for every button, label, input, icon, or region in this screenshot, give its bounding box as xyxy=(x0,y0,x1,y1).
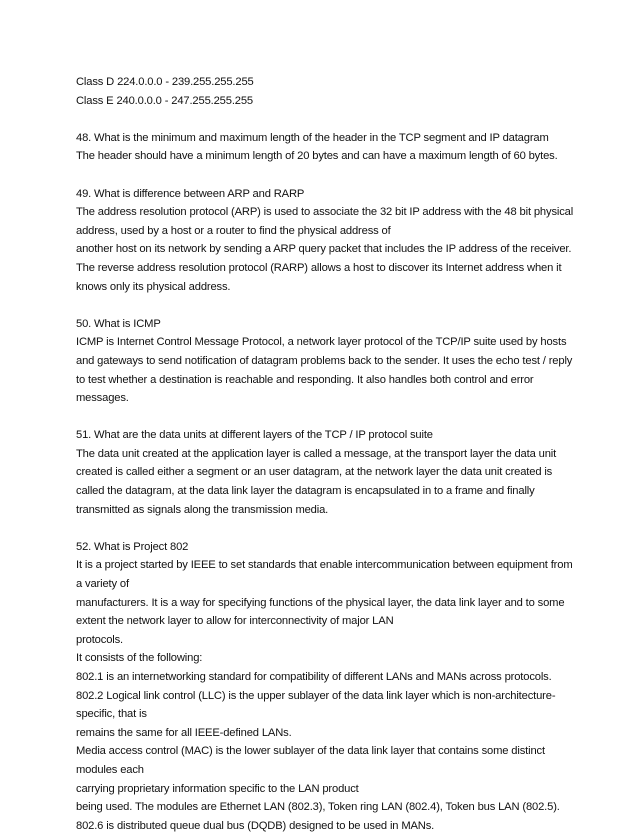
section-q50 xyxy=(76,315,576,408)
question-heading: 51. What are the data units at different layers of the TCP / IP protocol suite xyxy=(76,429,433,442)
question-heading: 50. What is ICMP xyxy=(76,317,161,330)
text-line: It is a project started by IEEE to set standards that enable intercommunication between equipment from xyxy=(76,559,573,572)
text-line: knows only its physical address. xyxy=(76,280,231,293)
paragraph-gap xyxy=(76,110,576,129)
text-line: The header should have a minimum length of 20 bytes and can have a maximum length of 60 bytes. xyxy=(76,150,558,163)
text-line: ICMP is Internet Control Message Protocol, a network layer protocol of the TCP/IP suite used by hosts xyxy=(76,336,567,349)
text-line: transmitted as signals along the transmission media. xyxy=(76,503,329,516)
paragraph-gap xyxy=(76,519,576,538)
text-line: protocols. xyxy=(76,633,124,646)
text-line: messages. xyxy=(76,392,129,405)
text-line: It consists of the following: xyxy=(76,652,203,665)
document-page xyxy=(76,73,576,835)
section-q51 xyxy=(76,426,576,519)
text-line: extent the network layer to allow for interconnectivity of major LAN xyxy=(76,615,394,628)
text-line: The address resolution protocol (ARP) is used to associate the 32 bit IP address with the 48 bit physical xyxy=(76,206,574,219)
section-q52 xyxy=(76,538,576,835)
text-line: The data unit created at the application layer is called a message, at the transport layer the data unit xyxy=(76,447,557,460)
question-heading: 52. What is Project 802 xyxy=(76,540,189,553)
paragraph-gap xyxy=(76,166,576,185)
text-line: address, used by a host or a router to find the physical address of xyxy=(76,224,391,237)
text-line: remains the same for all IEEE-defined LANs. xyxy=(76,726,292,739)
section-q48 xyxy=(76,129,576,166)
text-line: another host on its network by sending a ARP query packet that includes the IP address of the receiver. xyxy=(76,243,572,256)
text-line: specific, that is xyxy=(76,708,147,721)
text-line: manufacturers. It is a way for specifying functions of the physical layer, the data link layer and to some xyxy=(76,596,565,609)
text-line: Media access control (MAC) is the lower sublayer of the data link layer that contains some distinct xyxy=(76,745,545,758)
paragraph-gap xyxy=(76,296,576,315)
text-line: 802.6 is distributed queue dual bus (DQDB) designed to be used in MANs. xyxy=(76,819,435,832)
text-line: a variety of xyxy=(76,578,129,591)
text-line: Class D 224.0.0.0 - 239.255.255.255 xyxy=(76,76,254,88)
text-line: carrying proprietary information specific to the LAN product xyxy=(76,782,359,795)
text-line: and gateways to send notification of datagram problems back to the sender. It uses the echo test / reply xyxy=(76,354,573,367)
question-heading: 49. What is difference between ARP and RARP xyxy=(76,187,305,200)
text-line: modules each xyxy=(76,763,144,776)
text-line: called the datagram, at the data link layer the datagram is encapsulated in to a frame and finally xyxy=(76,485,535,498)
text-line: to test whether a destination is reachable and responding. It also handles both control and error xyxy=(76,373,534,386)
text-line: created is called either a segment or an user datagram, at the network layer the data unit created is xyxy=(76,466,553,479)
section-ip-classes xyxy=(76,73,576,110)
text-line: 802.1 is an internetworking standard for compatibility of different LANs and MANs across protocols. xyxy=(76,671,552,683)
text-line: being used. The modules are Ethernet LAN (802.3), Token ring LAN (802.4), Token bus LAN (802.5). xyxy=(76,801,560,814)
text-line: 802.2 Logical link control (LLC) is the upper sublayer of the data link layer which is non-architecture- xyxy=(76,689,556,702)
text-line: The reverse address resolution protocol (RARP) allows a host to discover its Internet address when it xyxy=(76,261,562,274)
question-heading: 48. What is the minimum and maximum length of the header in the TCP segment and IP datagram xyxy=(76,131,549,144)
paragraph-gap xyxy=(76,408,576,427)
text-line: Class E 240.0.0.0 - 247.255.255.255 xyxy=(76,94,253,107)
section-q49 xyxy=(76,185,576,297)
